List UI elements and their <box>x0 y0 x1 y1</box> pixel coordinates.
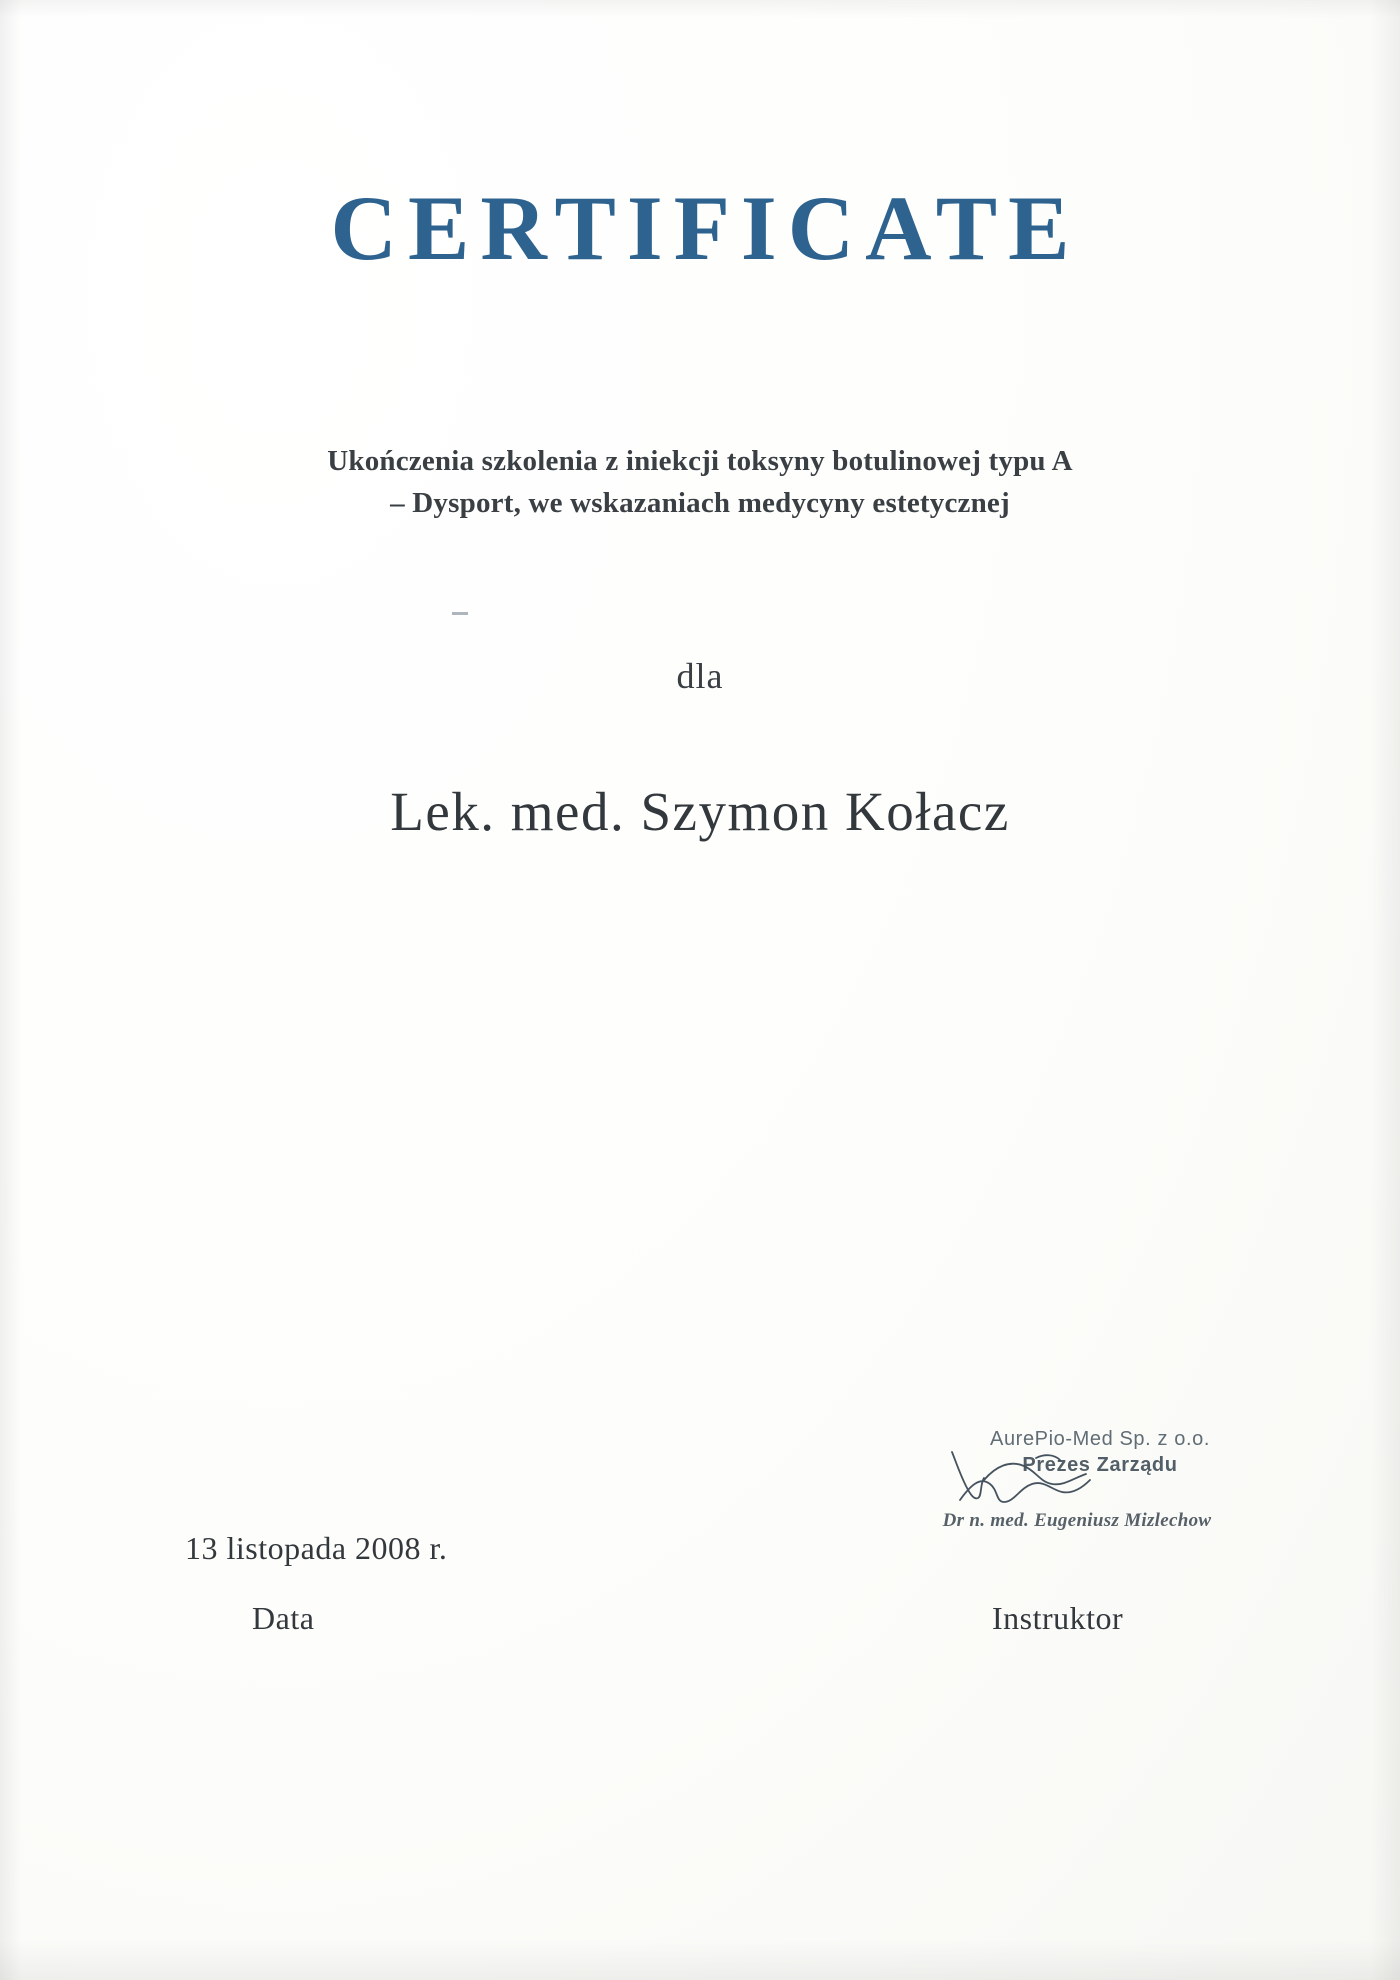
stamp-role-title: Prezes Zarządu <box>1022 1454 1178 1476</box>
certificate-subtitle-line-1: Ukończenia szkolenia z iniekcji toksyny botulinowej typu A <box>327 445 1073 477</box>
certificate-subtitle <box>0 440 1400 524</box>
stamp-signatory-name: Dr n. med. Eugeniusz Mizlechow <box>942 1510 1212 1531</box>
company-stamp <box>950 1428 1250 1477</box>
certificate-date-value: 13 listopada 2008 r. <box>185 1530 448 1566</box>
certificate-date-label: Data <box>252 1600 315 1636</box>
certificate-instructor-label: Instruktor <box>992 1600 1124 1636</box>
certificate-title: CERTIFICATE <box>330 177 1081 279</box>
scan-artifact-mark <box>452 612 468 615</box>
stamp-company-name: AurePio-Med Sp. z o.o. <box>990 1428 1210 1450</box>
certificate-for-word: dla <box>676 656 724 696</box>
certificate-subtitle-line-2: – Dysport, we wskazaniach medycyny estetycznej <box>390 487 1010 520</box>
certificate-recipient-name: Lek. med. Szymon Kołacz <box>390 781 1010 842</box>
